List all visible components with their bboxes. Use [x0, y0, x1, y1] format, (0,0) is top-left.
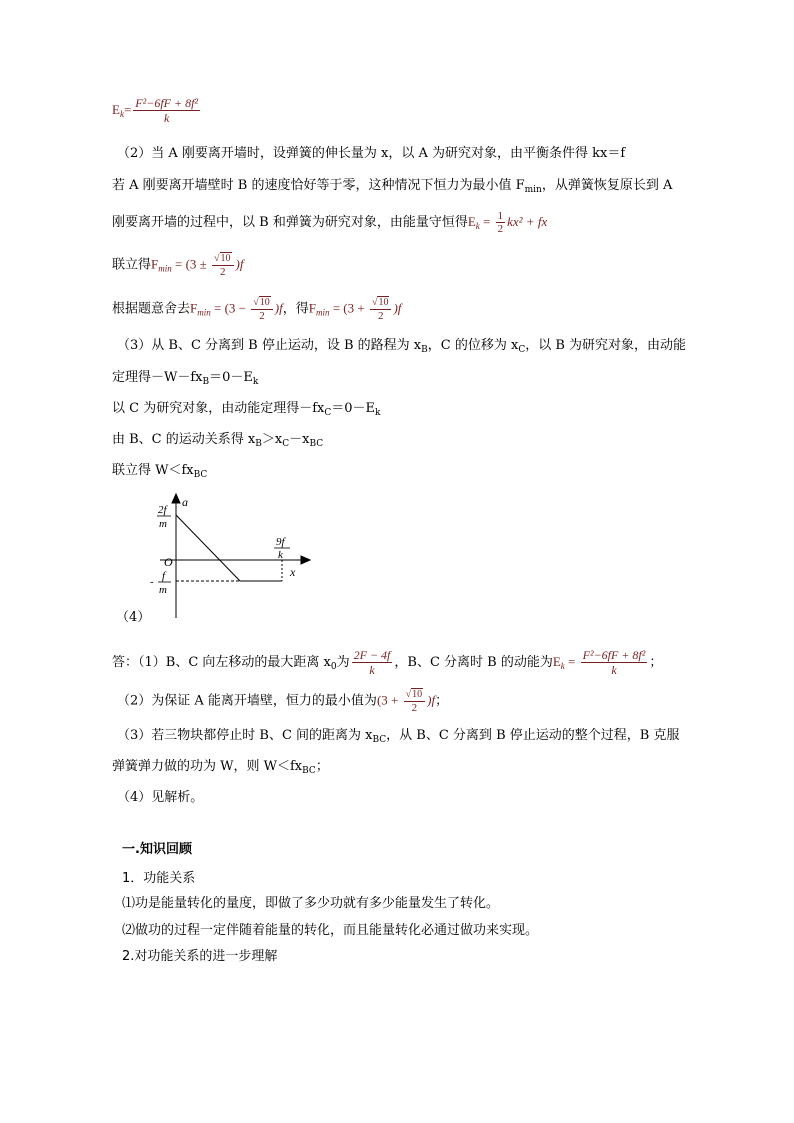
p2-line-2-b: ，从弹簧恢复原长到 A	[541, 178, 673, 193]
fmin-eq-sqrt: 10	[220, 253, 231, 264]
answer-ek-den: k	[611, 663, 617, 677]
kb-item-1: 1．功能关系	[122, 871, 196, 886]
p3-line-2-b: ＝0－E	[209, 370, 253, 385]
answer-line-2-sqrt: 10	[412, 689, 423, 700]
answer-line-3-a: （3）若三物块都停止时 B、C 间的距离为 x	[117, 728, 373, 743]
answer-line-3-b: ，从 B、C 分离到 B 停止运动的整个过程，B 克服	[386, 728, 680, 743]
fmin-eq2-sub: min	[315, 307, 330, 318]
answer-frac-1-den: k	[369, 663, 375, 677]
sqrt-icon: √10	[405, 689, 423, 700]
fmin-eq2-f: F	[308, 300, 316, 316]
answer-ek-eq: =	[564, 654, 579, 669]
answer-line-3	[117, 726, 679, 750]
answer-line-2-post: )f	[427, 692, 436, 708]
p3-line-2	[112, 368, 258, 392]
y-axis-arrow-icon	[172, 494, 180, 503]
ek-eq-sign: =	[123, 102, 132, 117]
ek-lhs: E	[112, 102, 120, 117]
fmin-eq-frac	[212, 252, 234, 278]
answer-line-4-a: 弹簧弹力做的功为 W，则 W＜fx	[112, 759, 303, 774]
answer-ek-sub: k	[560, 661, 565, 671]
energy-eq-half-num: 1	[497, 210, 504, 222]
fmin-eq1-sqrt: 10	[259, 297, 270, 308]
p3-line-4-sub3: BC	[309, 439, 324, 449]
ek-lhs-sub: k	[119, 109, 124, 119]
fmin-eq1-pre: = (3 −	[210, 300, 250, 316]
p3-line-3-b: ＝0－E	[331, 401, 376, 416]
p3-line-4-sub2: C	[282, 439, 290, 449]
sqrt-icon: √10	[214, 253, 231, 264]
fmin-eq2-pre: = (3 +	[329, 300, 368, 316]
fmin-eq1-den: 2	[259, 310, 265, 322]
energy-eq-sign: =	[479, 214, 494, 229]
p2-line-1: （2）当 A 刚要离开墙时，设弹簧的伸长量为 x，以 A 为研究对象，由平衡条件得 kx＝f	[117, 146, 626, 161]
kb-item-1b: ⑵做功的过程一定伴随着能量的转化，而且能量转化必通过做功来实现。	[122, 923, 539, 938]
y-top-den: m	[159, 518, 167, 530]
answer-line-4-b: ；	[315, 759, 329, 774]
energy-eq-tail: kx² + fx	[507, 214, 548, 229]
knowledge-review-title: 一.知识回顾	[122, 842, 192, 857]
p4-label: （4）	[116, 610, 151, 625]
x-right-num: 9f	[276, 536, 285, 548]
answer-line-1-b: 为	[336, 655, 350, 670]
p3-line-4-a: 由 B、C 的运动关系得 x	[112, 432, 256, 447]
p3-line-4-b: ＞x	[261, 432, 283, 447]
p3-line-3-sub: C	[324, 408, 332, 418]
p2-line-4-label: 联立得	[112, 257, 152, 273]
fmin-eq1-f: F	[190, 300, 198, 316]
origin-label: O	[164, 555, 173, 569]
answer-line-2	[117, 688, 448, 714]
x-right-den: k	[278, 549, 283, 561]
y-bottom-den: m	[159, 584, 167, 596]
energy-eq-half	[496, 210, 506, 235]
answer-line-3-sub: BC	[372, 735, 387, 745]
kb-item-1a: ⑴功是能量转化的量度，即做了多少功就有多少能量发生了转化。	[122, 896, 500, 911]
p2-line-4	[112, 252, 244, 279]
fmin-eq-pre: = (3 ±	[171, 256, 211, 272]
answer-line-2-a: （2）为保证 A 能离开墙壁，恒力的最小值为	[117, 693, 377, 709]
answer-line-2-b: ；	[435, 693, 449, 709]
kb-item-2: 2.对功能关系的进一步理解	[122, 949, 278, 964]
sqrt-icon: √10	[253, 297, 270, 308]
p2-line-3	[112, 210, 547, 236]
p3-line-1-b: ，C 的位移为 x	[427, 338, 519, 353]
answer-ek-frac	[581, 648, 648, 677]
ek-denominator: k	[163, 111, 170, 125]
y-bottom-sign: -	[150, 576, 154, 588]
answer-line-1-d: ；	[649, 655, 663, 670]
energy-eq-half-den: 2	[497, 223, 504, 235]
p3-line-4-c: －x	[289, 432, 310, 447]
p3-line-2-a: 定理得－W－fx	[112, 370, 203, 385]
p2-line-2-sub: min	[524, 185, 542, 195]
ek-fraction	[133, 96, 200, 125]
axis-x-label: x	[290, 565, 296, 579]
energy-eq-e: E	[467, 214, 476, 229]
answer-line-4	[112, 757, 329, 781]
fmin-eq-den: 2	[220, 266, 226, 278]
answer-line-1	[112, 648, 662, 677]
answer-line-1-a: 答：（1）B、C 向左移动的最大距离 x	[112, 655, 331, 670]
p2-line-2	[112, 176, 672, 200]
p3-line-5	[112, 461, 207, 485]
answer-line-1-c: ，B、C 分离时 B 的动能为	[394, 655, 553, 670]
answer-frac-1	[352, 648, 393, 677]
x-axis-arrow-icon	[301, 556, 310, 564]
answer-ek-num: F²−6fF + 8f²	[582, 648, 646, 662]
p3-line-1-c: ，以 B 为研究对象，由动能	[525, 338, 687, 353]
answer-frac-1-num: 2F − 4f	[353, 648, 391, 662]
y-bottom-num: f	[162, 570, 166, 582]
y-top-num: 2f	[158, 504, 167, 516]
ek-equation	[112, 96, 202, 125]
fmin-eq2-frac	[370, 296, 392, 322]
p3-line-5-a: 联立得 W＜fx	[112, 463, 194, 478]
answer-line-2-frac	[404, 688, 426, 714]
answer-line-1-sub: 0	[330, 662, 337, 672]
p3-line-4-sub1: B	[255, 439, 262, 449]
answer-ek-e: E	[552, 654, 561, 669]
fmin-eq-post: )f	[235, 256, 244, 272]
p3-line-3	[112, 399, 380, 423]
answer-line-5: （4）见解析。	[117, 790, 204, 805]
p3-line-5-sub: BC	[193, 470, 208, 480]
answer-line-4-sub: BC	[302, 766, 316, 776]
fmin-eq-f: F	[151, 256, 159, 272]
p3-line-3-sub2: k	[375, 408, 381, 418]
fmin-eq1-frac	[251, 296, 273, 322]
acceleration-graph	[140, 490, 320, 625]
decreasing-segment	[176, 515, 240, 581]
p2-line-2-a: 若 A 刚要离开墙壁时 B 的速度恰好等于零，这种情况下恒力为最小值 F	[112, 178, 525, 193]
fmin-eq1-sub: min	[197, 307, 211, 318]
fmin-eq-sub: min	[158, 263, 172, 274]
energy-eq-e-sub: k	[475, 221, 480, 231]
fmin-eq2-den: 2	[377, 310, 384, 322]
p3-line-4	[112, 430, 323, 454]
fmin-eq2-sqrt: 10	[378, 297, 389, 308]
fmin-eq1-post: )f	[274, 300, 283, 316]
ek-numerator: F²−6fF + 8f²	[135, 96, 199, 110]
p3-line-2-sub2: k	[252, 377, 259, 387]
answer-line-2-pre: (3 +	[376, 692, 402, 708]
p2-line-5-mid: ，得	[282, 301, 309, 317]
p3-line-1-sub1: B	[421, 345, 428, 355]
sqrt-icon: √10	[371, 297, 389, 308]
fmin-eq2-post: )f	[393, 300, 402, 316]
p2-line-5-label: 根据题意舍去	[112, 301, 191, 317]
p3-line-3-a: 以 C 为研究对象，由动能定理得－fx	[112, 401, 325, 416]
axis-y-label: a	[182, 495, 188, 509]
p2-line-3-text: 刚要离开墙的过程中，以 B 和弹簧为研究对象，由能量守恒得	[112, 215, 468, 230]
answer-line-2-den: 2	[411, 702, 418, 714]
p3-line-1	[117, 336, 686, 360]
p3-line-2-sub: B	[202, 377, 210, 387]
p3-line-1-a: （3）从 B、C 分离到 B 停止运动，设 B 的路程为 x	[117, 338, 422, 353]
p2-line-5	[112, 296, 401, 323]
p3-line-1-sub2: C	[518, 345, 526, 355]
